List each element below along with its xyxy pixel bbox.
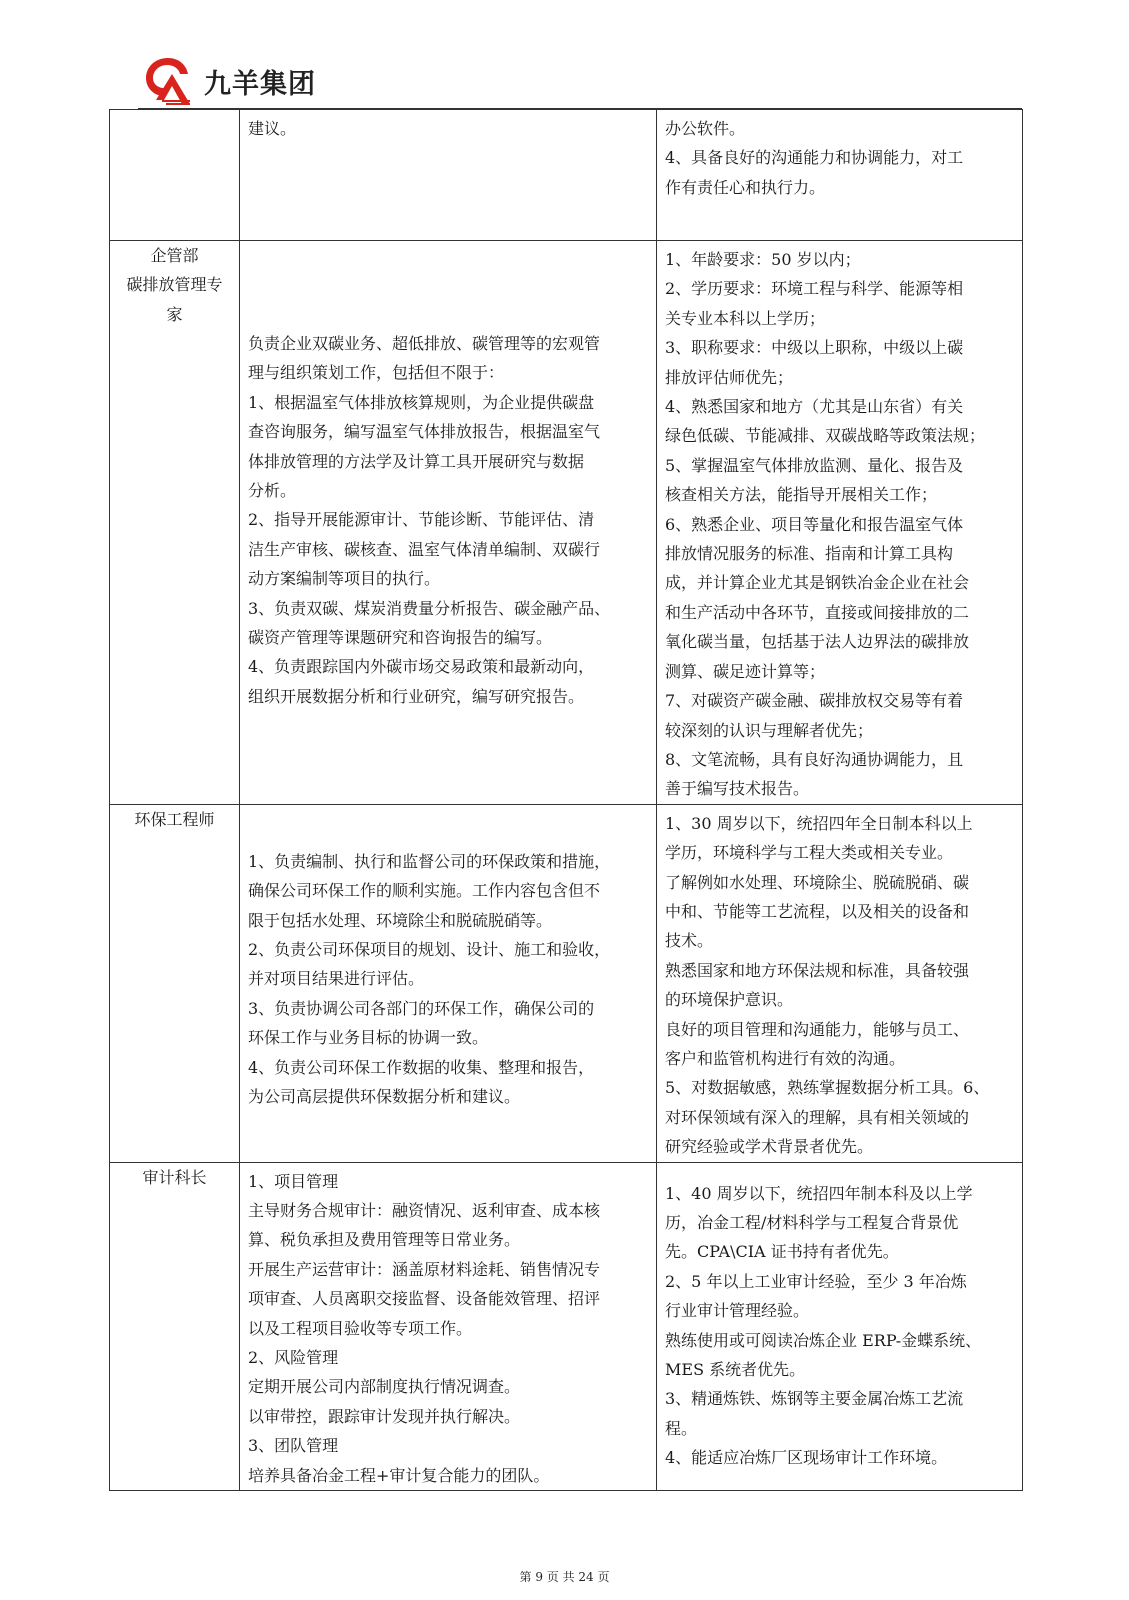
requirement-line: 较深刻的认识与理解者优先； bbox=[665, 720, 874, 740]
requirement-line: 研究经验或学术背景者优先。 bbox=[665, 1137, 874, 1157]
requirement-line: 核查相关方法，能指导开展相关工作； bbox=[665, 485, 938, 505]
duty-line: 组织开展数据分析和行业研究，编写研究报告。 bbox=[248, 686, 585, 706]
job-duties-cell bbox=[240, 1162, 657, 1490]
requirement-line: 关专业本科以上学历； bbox=[665, 308, 826, 328]
duty-line: 开展生产运营审计：涵盖原材料途耗、销售情况专 bbox=[248, 1259, 601, 1279]
duty-line: 分析。 bbox=[248, 481, 297, 501]
duty-line: 算、税负承担及费用管理等日常业务。 bbox=[248, 1230, 521, 1250]
requirement-line: 排放情况服务的标准、指南和计算工具构 bbox=[665, 544, 954, 564]
job-title-line: 家 bbox=[166, 304, 183, 324]
duty-line: 以审带控，跟踪审计发现并执行解决。 bbox=[248, 1406, 521, 1426]
requirement-line: 4、能适应冶炼厂区现场审计工作环境。 bbox=[665, 1448, 948, 1468]
page-footer: 第 9 页 共 24 页 bbox=[519, 1570, 610, 1584]
duty-line: 确保公司环保工作的顺利实施。工作内容包含但不 bbox=[248, 881, 601, 901]
job-requirements-cell bbox=[657, 110, 1023, 241]
requirement-line: 4、具备良好的沟通能力和协调能力，对工 bbox=[665, 148, 964, 168]
job-title-line: 碳排放管理专 bbox=[126, 275, 223, 295]
requirement-line: 4、熟悉国家和地方（尤其是山东省）有关 bbox=[665, 397, 964, 417]
requirement-line: 氧化碳当量，包括基于法人边界法的碳排放 bbox=[665, 632, 970, 652]
job-duties-cell bbox=[240, 241, 657, 805]
requirement-line: MES 系统者优先。 bbox=[665, 1360, 806, 1380]
job-title-line: 企管部 bbox=[150, 246, 199, 265]
requirement-line: 排放评估师优先； bbox=[665, 367, 794, 387]
job-title-cell bbox=[110, 241, 240, 805]
requirement-line: 良好的项目管理和沟通能力，能够与员工、 bbox=[665, 1019, 970, 1039]
requirement-line: 中和、节能等工艺流程，以及相关的设备和 bbox=[665, 901, 970, 921]
requirement-line: 1、40 周岁以下，统招四年制本科及以上学 bbox=[665, 1183, 973, 1203]
duty-line: 建议。 bbox=[248, 119, 297, 138]
duty-line: 环保工作与业务目标的协调一致。 bbox=[248, 1028, 489, 1048]
job-requirements-cell bbox=[657, 241, 1023, 805]
duty-line: 负责企业双碳业务、超低排放、碳管理等的宏观管 bbox=[248, 334, 601, 353]
duty-line: 动方案编制等项目的执行。 bbox=[248, 569, 441, 589]
duty-line: 项审查、人员离职交接监督、设备能效管理、招评 bbox=[248, 1289, 601, 1309]
duty-line: 并对项目结果进行评估。 bbox=[248, 969, 425, 989]
duty-line: 定期开展公司内部制度执行情况调查。 bbox=[248, 1377, 521, 1397]
requirement-line: 3、精通炼铁、炼钢等主要金属冶炼工艺流 bbox=[665, 1389, 964, 1409]
requirement-line: 办公软件。 bbox=[665, 119, 746, 138]
requirement-line: 2、学历要求：环境工程与科学、能源等相 bbox=[665, 279, 964, 299]
requirement-line: 学历，环境科学与工程大类或相关专业。 bbox=[665, 843, 954, 863]
duty-line: 3、负责协调公司各部门的环保工作，确保公司的 bbox=[248, 998, 595, 1018]
requirement-line: 先。CPA\CIA 证书持有者优先。 bbox=[665, 1242, 899, 1262]
duty-line: 体排放管理的方法学及计算工具开展研究与数据 bbox=[248, 451, 585, 471]
requirement-line: 程。 bbox=[665, 1418, 698, 1438]
requirement-line: 作有责任心和执行力。 bbox=[665, 177, 826, 197]
duty-line: 1、项目管理 bbox=[248, 1171, 339, 1191]
requirement-line: 3、职称要求：中级以上职称，中级以上碳 bbox=[665, 338, 964, 358]
duty-line: 3、团队管理 bbox=[248, 1436, 339, 1456]
requirement-line: 测算、碳足迹计算等； bbox=[665, 661, 826, 681]
duty-line: 4、负责公司环保工作数据的收集、整理和报告， bbox=[248, 1057, 595, 1077]
requirement-line: 5、对数据敏感，熟练掌握数据分析工具。6、 bbox=[665, 1078, 990, 1098]
duty-line: 以及工程项目验收等专项工作。 bbox=[248, 1318, 473, 1338]
requirement-line: 成，并计算企业尤其是钢铁冶金企业在社会 bbox=[665, 573, 970, 593]
duty-line: 3、负责双碳、煤炭消费量分析报告、碳金融产品、 bbox=[248, 598, 611, 618]
requirement-line: 行业审计管理经验。 bbox=[665, 1301, 810, 1321]
job-row bbox=[110, 804, 1023, 1162]
requirement-line: 6、熟悉企业、项目等量化和报告温室气体 bbox=[665, 514, 964, 534]
requirement-line: 了解例如水处理、环境除尘、脱硫脱硝、碳 bbox=[665, 872, 970, 892]
duty-line: 碳资产管理等课题研究和咨询报告的编写。 bbox=[248, 628, 553, 648]
job-row bbox=[110, 110, 1023, 241]
job-requirements-cell bbox=[657, 804, 1023, 1162]
duty-line: 1、负责编制、执行和监督公司的环保政策和措施， bbox=[248, 851, 611, 871]
requirement-line: 客户和监管机构进行有效的沟通。 bbox=[665, 1048, 906, 1068]
job-duties-cell bbox=[240, 804, 657, 1162]
requirement-line: 2、5 年以上工业审计经验，至少 3 年冶炼 bbox=[665, 1271, 967, 1291]
jiuyang-logo-icon bbox=[142, 54, 192, 106]
duty-line: 培养具备冶金工程+审计复合能力的团队。 bbox=[248, 1465, 550, 1485]
job-title-cell bbox=[110, 804, 240, 1162]
requirement-line: 5、掌握温室气体排放监测、量化、报告及 bbox=[665, 455, 964, 475]
requirement-line: 7、对碳资产碳金融、碳排放权交易等有着 bbox=[665, 691, 964, 711]
job-title-line: 审计科长 bbox=[142, 1167, 207, 1187]
job-row bbox=[110, 1162, 1023, 1490]
duty-line: 限于包括水处理、环境除尘和脱硫脱硝等。 bbox=[248, 910, 553, 930]
job-requirements-cell bbox=[657, 1162, 1023, 1490]
page-header bbox=[138, 52, 1018, 108]
duty-line: 4、负责跟踪国内外碳市场交易政策和最新动向， bbox=[248, 657, 595, 677]
duty-line: 理与组织策划工作，包括但不限于： bbox=[248, 363, 505, 383]
duty-line: 查咨询服务，编写温室气体排放报告，根据温室气 bbox=[248, 422, 601, 442]
job-duties-cell bbox=[240, 110, 657, 241]
requirement-line: 8、文笔流畅，具有良好沟通协调能力，且 bbox=[665, 749, 964, 769]
requirement-line: 和生产活动中各环节，直接或间接排放的二 bbox=[665, 602, 970, 622]
requirement-line: 技术。 bbox=[665, 931, 714, 951]
requirement-line: 的环境保护意识。 bbox=[665, 990, 794, 1010]
duty-line: 主导财务合规审计：融资情况、返利审查、成本核 bbox=[248, 1201, 601, 1220]
duty-line: 为公司高层提供环保数据分析和建议。 bbox=[248, 1086, 521, 1106]
requirement-line: 1、30 周岁以下，统招四年全日制本科以上 bbox=[665, 813, 973, 833]
job-title-cell bbox=[110, 110, 240, 241]
requirement-line: 熟悉国家和地方环保法规和标准，具备较强 bbox=[665, 960, 970, 980]
requirement-line: 历，冶金工程/材料科学与工程复合背景优 bbox=[665, 1213, 959, 1232]
job-table bbox=[109, 109, 1023, 1491]
company-name: 九羊集团 bbox=[204, 69, 316, 100]
job-title-line: 环保工程师 bbox=[134, 809, 215, 829]
duty-line: 1、根据温室气体排放核算规则，为企业提供碳盘 bbox=[248, 392, 595, 412]
job-row bbox=[110, 241, 1023, 805]
requirement-line: 对环保领域有深入的理解，具有相关领域的 bbox=[665, 1107, 970, 1127]
job-title-cell bbox=[110, 1162, 240, 1490]
requirement-line: 绿色低碳、节能减排、双碳战略等政策法规； bbox=[665, 426, 986, 446]
requirement-line: 善于编写技术报告。 bbox=[665, 779, 810, 799]
duty-line: 2、指导开展能源审计、节能诊断、节能评估、清 bbox=[248, 510, 595, 530]
requirement-line: 1、年龄要求：50 岁以内； bbox=[665, 250, 861, 269]
duty-line: 洁生产审核、碳核查、温室气体清单编制、双碳行 bbox=[248, 539, 601, 559]
duty-line: 2、负责公司环保项目的规划、设计、施工和验收， bbox=[248, 939, 611, 959]
requirement-line: 熟练使用或可阅读冶炼企业 ERP-金蝶系统、 bbox=[665, 1330, 982, 1350]
duty-line: 2、风险管理 bbox=[248, 1348, 339, 1368]
